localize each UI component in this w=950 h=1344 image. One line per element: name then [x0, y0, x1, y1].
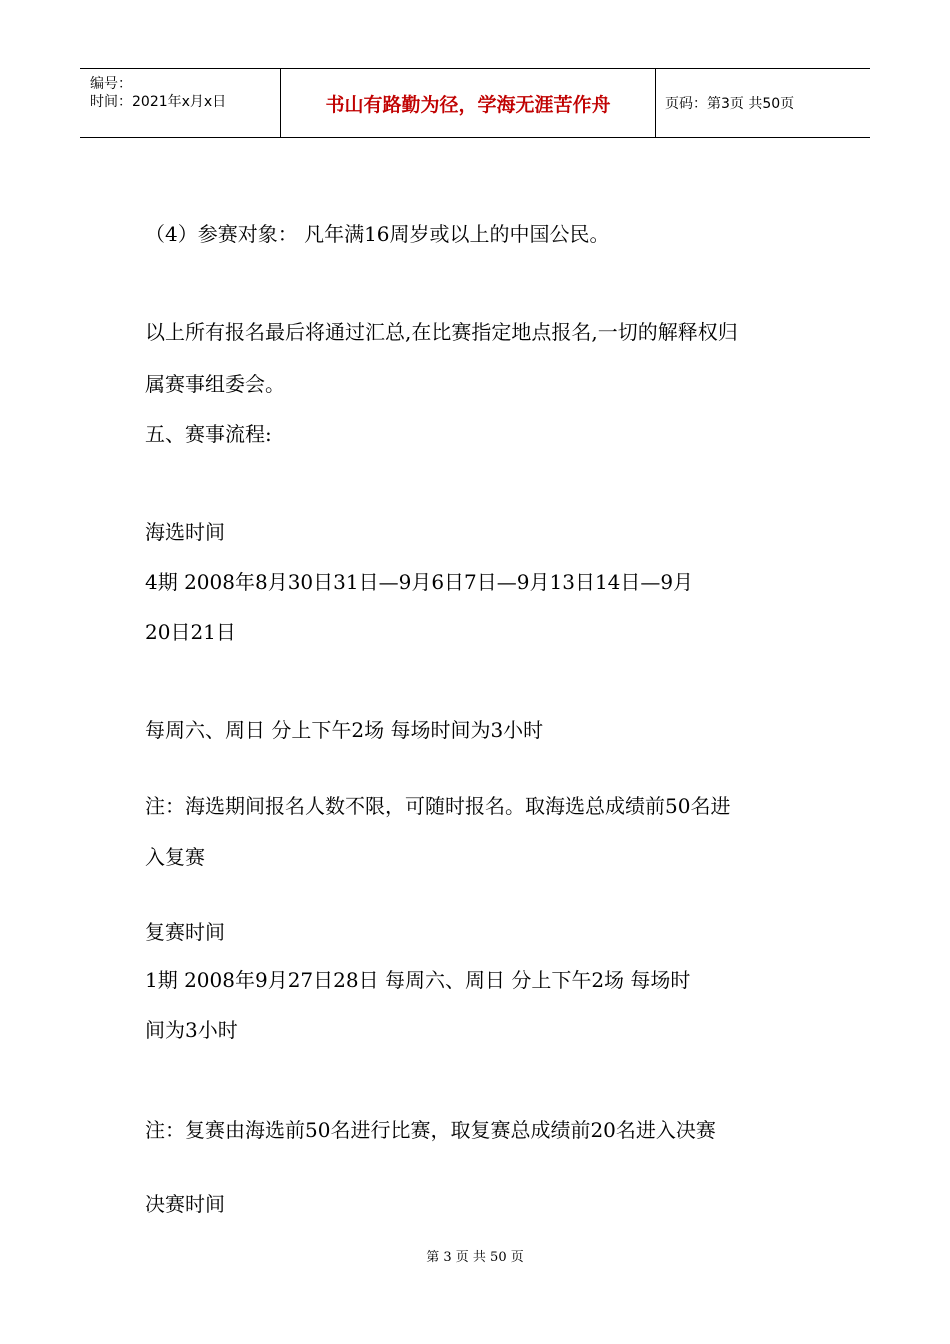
rematch-note: 注：复赛由海选前50名进行比赛，取复赛总成绩前20名进入决赛	[145, 1118, 716, 1142]
time-label: 时间：2021年x月x日	[90, 94, 227, 110]
paragraph-participants: （4）参赛对象： 凡年满16周岁或以上的中国公民。	[145, 222, 610, 246]
document-header	[80, 68, 870, 138]
audition-sessions: 每周六、周日 分上下午2场 每场时间为3小时	[145, 718, 544, 742]
rematch-schedule: 1期 2008年9月27日28日 每周六、周日 分上下午2场 每场时	[145, 968, 691, 992]
rematch-time-heading: 复赛时间	[145, 920, 225, 944]
audition-time-heading: 海选时间	[145, 520, 225, 544]
header-meta	[80, 69, 280, 137]
number-label: 编号：	[90, 76, 132, 92]
header-motto: 书山有路勤为径，学海无涯苦作舟	[280, 69, 656, 137]
page-footer: 第 3 页 共 50 页	[426, 1250, 524, 1265]
paragraph-registration-cont: 属赛事组委会。	[145, 372, 285, 396]
audition-note: 注：海选期间报名人数不限，可随时报名。取海选总成绩前50名进	[145, 794, 731, 818]
section-heading-process: 五、赛事流程:	[145, 422, 272, 446]
audition-schedule-cont: 20日21日	[145, 620, 236, 644]
paragraph-registration: 以上所有报名最后将通过汇总,在比赛指定地点报名,一切的解释权归	[145, 320, 738, 344]
final-time-heading: 决赛时间	[145, 1192, 225, 1216]
header-page-label: 页码：第3页 共50页	[665, 96, 795, 112]
audition-schedule: 4期 2008年8月30日31日—9月6日7日—9月13日14日—9月	[145, 570, 694, 594]
audition-note-cont: 入复赛	[145, 845, 205, 869]
rematch-schedule-cont: 间为3小时	[145, 1018, 238, 1042]
